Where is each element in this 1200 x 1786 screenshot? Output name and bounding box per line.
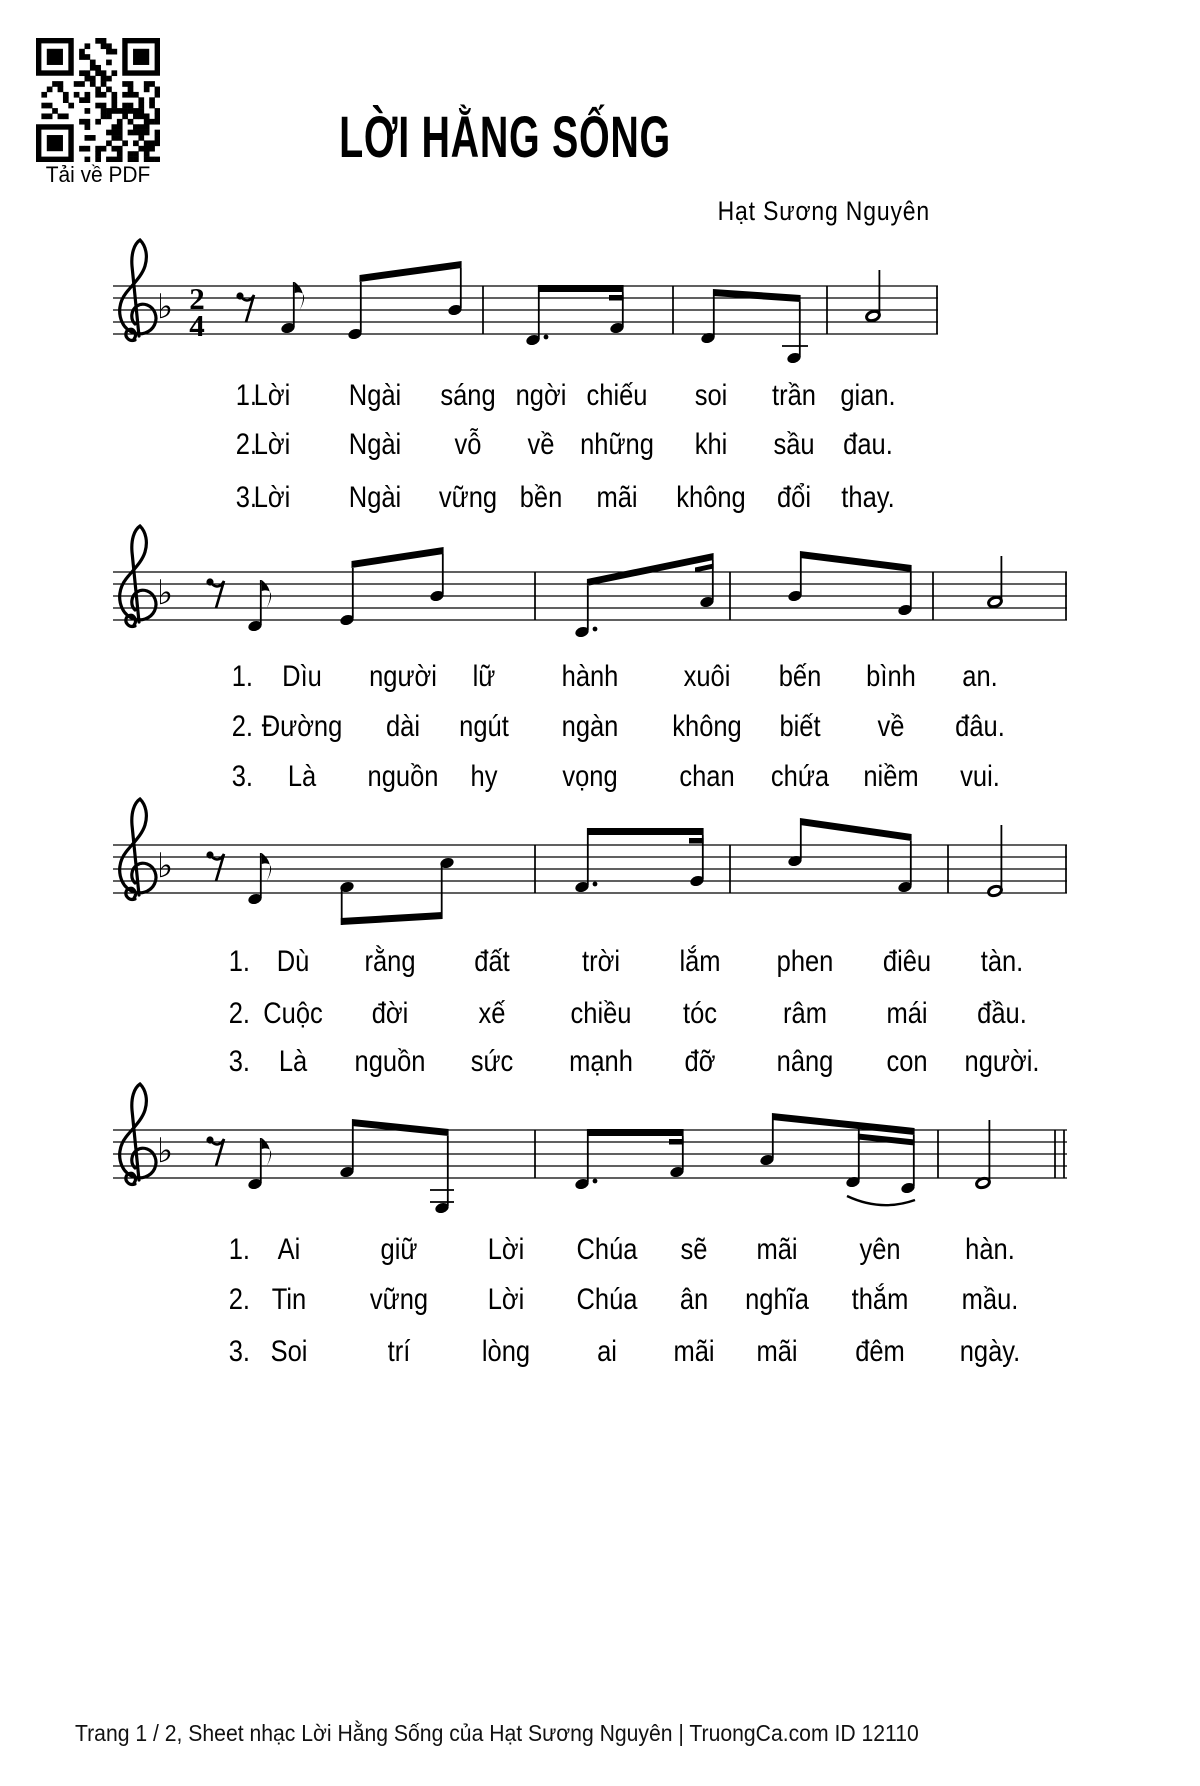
lyric-word: dài bbox=[385, 710, 421, 743]
flat-icon: ♭ bbox=[156, 1131, 174, 1171]
lyric-word: chiếu bbox=[586, 379, 648, 412]
lyric-word: Chúa bbox=[576, 1283, 638, 1316]
lyric-word: mãi bbox=[756, 1233, 798, 1266]
half-note bbox=[865, 270, 880, 322]
half-note bbox=[987, 825, 1002, 897]
lyric-word: đổi bbox=[776, 481, 812, 514]
lyric-word: đất bbox=[474, 945, 510, 978]
lyric-word: xế bbox=[478, 997, 506, 1030]
verse-number: 2. bbox=[231, 710, 253, 743]
lyric-word: Là bbox=[278, 1045, 308, 1078]
lyric-word: rằng bbox=[364, 945, 416, 978]
lyric-word: vọng bbox=[562, 760, 618, 793]
lyric-word: phen bbox=[776, 945, 834, 978]
lyric-word: về bbox=[877, 710, 905, 743]
verse-row bbox=[0, 659, 1200, 695]
verse-row bbox=[0, 480, 1200, 516]
lyric-word: ngời bbox=[515, 379, 567, 412]
verse-row bbox=[0, 1282, 1200, 1318]
lyric-word: Dù bbox=[276, 945, 310, 978]
lyric-word: gian. bbox=[840, 379, 896, 412]
lyric-word: mạnh bbox=[569, 1045, 633, 1078]
lyric-word: ai bbox=[597, 1335, 617, 1368]
lyric-word: Lời bbox=[253, 428, 291, 461]
verse-row bbox=[0, 427, 1200, 463]
download-pdf-label[interactable]: Tải về PDF bbox=[45, 162, 151, 187]
lyric-word: sầu bbox=[773, 428, 815, 461]
lyric-word: Lời bbox=[487, 1283, 525, 1316]
verse-number: 3. bbox=[235, 481, 257, 514]
lyric-word: hàn. bbox=[965, 1233, 1015, 1266]
footer-text: Trang 1 / 2, Sheet nhạc Lời Hằng Sống của Hạt Sương Nguyên | TruongCa.com ID 12110 bbox=[75, 1720, 919, 1746]
lyric-word: yên bbox=[859, 1233, 901, 1266]
lyric-word: Dìu bbox=[282, 660, 322, 693]
lyric-word: thay. bbox=[841, 481, 895, 514]
lyric-word: mái bbox=[886, 997, 928, 1030]
composer-name: Hạt Sương Nguyên bbox=[717, 196, 930, 226]
staff-lines bbox=[113, 1130, 1067, 1178]
lyric-word: xuôi bbox=[683, 660, 731, 693]
lyric-word: Lời bbox=[253, 481, 291, 514]
verse-row bbox=[0, 378, 1200, 414]
stave-2 bbox=[105, 522, 1077, 672]
lyric-word: đâu. bbox=[955, 710, 1005, 743]
staff-lines bbox=[113, 286, 938, 334]
lyric-word: Lời bbox=[487, 1233, 525, 1266]
verse-number: 3. bbox=[231, 760, 253, 793]
verse-row bbox=[0, 996, 1200, 1032]
lyric-word: bến bbox=[778, 660, 822, 693]
verse-number: 2. bbox=[235, 428, 257, 461]
lyric-word: mãi bbox=[673, 1335, 715, 1368]
verse-number: 2. bbox=[228, 997, 250, 1030]
lyric-word: Cuộc bbox=[263, 997, 323, 1030]
beamed-notes bbox=[339, 856, 455, 925]
lyric-word: lắm bbox=[679, 945, 721, 978]
lyric-word: Tin bbox=[271, 1283, 307, 1316]
verse-number: 1. bbox=[228, 1233, 250, 1266]
eighth-note bbox=[247, 853, 271, 906]
lyric-word: đời bbox=[371, 997, 409, 1030]
verse-row bbox=[0, 759, 1200, 795]
page-title: LỜI HẰNG SỐNG bbox=[339, 105, 671, 170]
stave-1 bbox=[105, 236, 950, 386]
lyric-word: không bbox=[676, 481, 746, 514]
lyric-word: Ngài bbox=[348, 428, 402, 461]
lyric-word: con bbox=[886, 1045, 928, 1078]
lyric-word: người bbox=[369, 660, 437, 693]
lyric-word: sức bbox=[470, 1045, 514, 1078]
treble-clef-icon bbox=[120, 1084, 156, 1184]
beamed-notes bbox=[339, 547, 445, 627]
lyric-word: vững bbox=[369, 1283, 429, 1316]
lyric-word: nghĩa bbox=[745, 1283, 809, 1316]
lyric-word: chiều bbox=[570, 997, 632, 1030]
lyric-word: sẽ bbox=[680, 1233, 708, 1266]
lyric-word: vui. bbox=[960, 760, 1000, 793]
svg-text:2: 2 bbox=[189, 281, 205, 316]
svg-text:4: 4 bbox=[189, 308, 205, 343]
lyric-word: sáng bbox=[440, 379, 496, 412]
lyric-word: khi bbox=[694, 428, 728, 461]
treble-clef-icon bbox=[120, 799, 156, 899]
beamed-notes bbox=[700, 289, 808, 365]
lyric-word: biết bbox=[779, 710, 821, 743]
flat-icon: ♭ bbox=[156, 573, 174, 613]
half-note bbox=[987, 556, 1002, 608]
verse-row bbox=[0, 709, 1200, 745]
lyric-word: hành bbox=[561, 660, 619, 693]
beamed-notes bbox=[347, 261, 463, 341]
lyric-word: nguồn bbox=[354, 1045, 426, 1078]
lyric-word: trí bbox=[387, 1335, 411, 1368]
stave-4 bbox=[105, 1080, 1077, 1230]
lyric-word: vững bbox=[438, 481, 498, 514]
lyric-word: Ai bbox=[277, 1233, 301, 1266]
staff-lines bbox=[113, 845, 1067, 893]
lyric-word: đêm bbox=[855, 1335, 905, 1368]
lyric-word: chan bbox=[679, 760, 735, 793]
lyric-word: về bbox=[527, 428, 555, 461]
eighth-rest-icon bbox=[236, 292, 254, 322]
beamed-notes bbox=[759, 1113, 916, 1205]
qr-code[interactable] bbox=[36, 38, 160, 162]
verse-number: 3. bbox=[228, 1045, 250, 1078]
verse-number: 1. bbox=[235, 379, 257, 412]
treble-clef-icon bbox=[120, 526, 156, 626]
lyric-word: giữ bbox=[380, 1233, 418, 1266]
lyric-word: râm bbox=[783, 997, 827, 1030]
eighth-note bbox=[247, 580, 271, 633]
verse-row bbox=[0, 944, 1200, 980]
lyric-word: mãi bbox=[756, 1335, 798, 1368]
lyric-word: tóc bbox=[682, 997, 718, 1030]
lyric-word: mầu. bbox=[961, 1283, 1019, 1316]
verse-row bbox=[0, 1232, 1200, 1268]
lyric-word: ngàn bbox=[561, 710, 619, 743]
lyric-word: Chúa bbox=[576, 1233, 638, 1266]
lyric-word: Soi bbox=[270, 1335, 308, 1368]
verse-row bbox=[0, 1334, 1200, 1370]
lyric-word: vỗ bbox=[454, 428, 482, 461]
lyric-word: niềm bbox=[863, 760, 919, 793]
lyric-word: điêu bbox=[882, 945, 932, 978]
eighth-rest-icon bbox=[206, 851, 224, 881]
lyric-word: Là bbox=[287, 760, 317, 793]
lyric-word: nâng bbox=[776, 1045, 834, 1078]
lyric-word: ân bbox=[679, 1283, 709, 1316]
beamed-notes bbox=[574, 828, 705, 894]
lyric-word: tàn. bbox=[980, 945, 1024, 978]
stave-3 bbox=[105, 795, 1077, 945]
slur bbox=[847, 1196, 915, 1205]
verse-row bbox=[0, 1044, 1200, 1080]
flat-icon: ♭ bbox=[156, 287, 174, 327]
lyric-word: nguồn bbox=[367, 760, 439, 793]
verse-number: 1. bbox=[228, 945, 250, 978]
verse-number: 1. bbox=[231, 660, 253, 693]
lyric-word: ngày. bbox=[959, 1335, 1021, 1368]
lyric-word: an. bbox=[962, 660, 998, 693]
lyric-word: đỡ bbox=[684, 1045, 716, 1078]
beamed-notes bbox=[574, 1129, 685, 1191]
lyric-word: chứa bbox=[770, 760, 830, 793]
verse-number: 3. bbox=[228, 1335, 250, 1368]
lyric-word: hy bbox=[470, 760, 498, 793]
lyric-word: Đường bbox=[261, 710, 343, 743]
lyric-word: ngút bbox=[459, 710, 509, 743]
lyric-word: đau. bbox=[843, 428, 893, 461]
beamed-notes bbox=[339, 1119, 454, 1215]
lyric-word: soi bbox=[694, 379, 728, 412]
lyric-word: bền bbox=[519, 481, 563, 514]
lyric-word: thắm bbox=[851, 1283, 909, 1316]
beamed-notes bbox=[525, 285, 625, 347]
eighth-rest-icon bbox=[206, 1136, 224, 1166]
eighth-rest-icon bbox=[206, 578, 224, 608]
lyric-word: trời bbox=[582, 945, 620, 978]
lyric-word: trần bbox=[772, 379, 816, 412]
lyric-word: Lời bbox=[253, 379, 291, 412]
lyric-word: những bbox=[580, 428, 654, 461]
beamed-notes bbox=[787, 818, 913, 894]
lyric-word: không bbox=[672, 710, 742, 743]
treble-clef-icon bbox=[120, 240, 156, 340]
time-signature bbox=[189, 281, 205, 343]
lyric-word: người. bbox=[964, 1045, 1040, 1078]
lyric-word: Ngài bbox=[348, 481, 402, 514]
lyric-word: lữ bbox=[472, 660, 496, 693]
lyric-word: đầu. bbox=[977, 997, 1027, 1030]
lyric-word: bình bbox=[866, 660, 916, 693]
eighth-note bbox=[280, 282, 304, 335]
lyric-word: lòng bbox=[481, 1335, 531, 1368]
flat-icon: ♭ bbox=[156, 846, 174, 886]
lyric-word: Ngài bbox=[348, 379, 402, 412]
lyric-word: mãi bbox=[596, 481, 638, 514]
eighth-note bbox=[247, 1138, 271, 1191]
verse-number: 2. bbox=[228, 1283, 250, 1316]
